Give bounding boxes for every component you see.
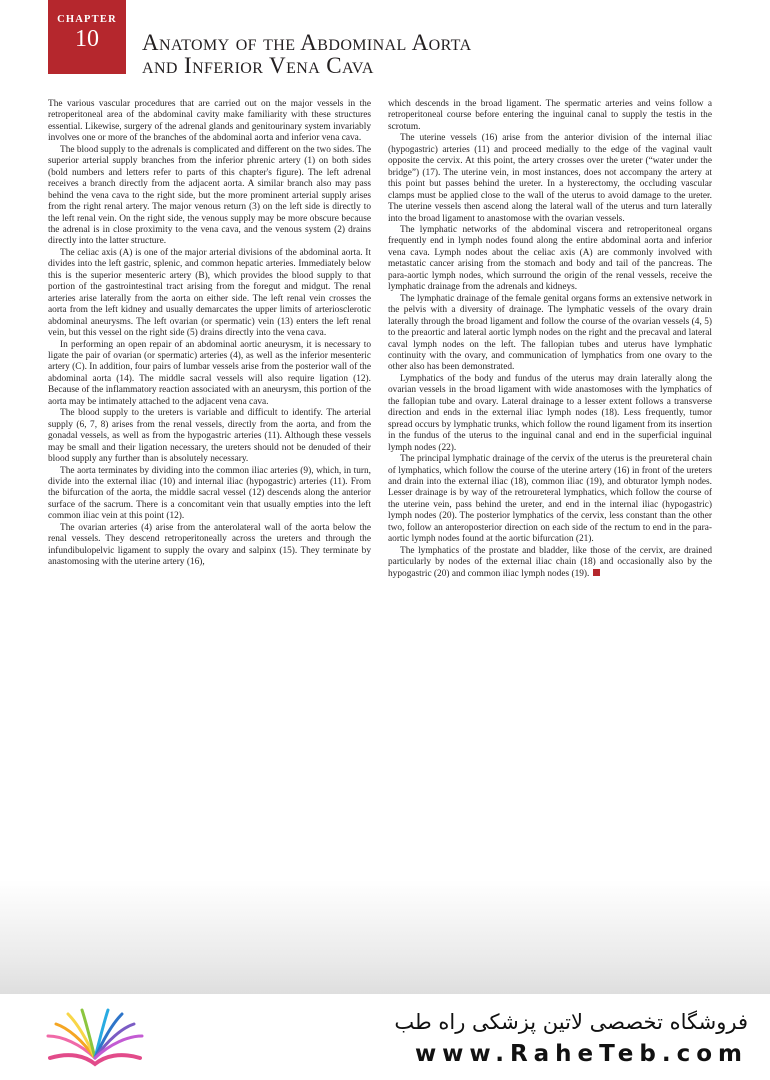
chapter-number: 10 (75, 26, 99, 52)
open-book-rainbow-logo-icon (40, 1006, 150, 1076)
left-text-column (48, 99, 371, 569)
final-paragraph-text: The lymphatics of the prostate and bladder, like those of the cervix, are drained particularly by nodes of the external iliac chain (18) and occasionally also by the hypogastric (20) and common iliac lymph nodes (19). (388, 545, 712, 579)
chapter-title-line-2: and Inferior Vena Cava (142, 53, 374, 78)
paragraph: The celiac axis (A) is one of the major arterial divisions of the abdominal aorta. It divides into the left gastric, splenic, and common hepatic arteries. Immediately below this is the superior mesenteric artery (B), which provides the blood supply to that portion of the gastrointestinal tract arising from the foregut and midgut. The renal arteries arise laterally from the aorta on either side. The left renal vein crosses the aorta from the left kidney and usually demarcates the upper limits of arteriosclerotic abdominal aneurysms. The left ovarian (or spermatic) vein (13) enters the left renal vein, but this vessel on the right side (5) drains directly into the vena cava. (48, 247, 371, 339)
paragraph: Lymphatics of the body and fundus of the uterus may drain laterally along the ovarian vessels in the broad ligament with wide anastomoses with the lymphatics of the fallopian tube and ovary. Lateral drainage to a lesser extent follows a transverse direction and ends in the external iliac lymph nodes (18). Less frequently, tumor spread occurs by lymphatic trunks, which follow the round ligament from its insertion in the fundus of the uterus to the inguinal canal and end in the superficial inguinal lymph nodes (22). (388, 373, 712, 453)
paragraph: In performing an open repair of an abdominal aortic aneurysm, it is necessary to ligate the pair of ovarian (or spermatic) arteries (4), as well as the inferior mesenteric artery (C). In addition, four pairs of lumbar vessels arise from the posterior wall of the abdominal aorta (14). The middle sacral vessels will also require ligation (12). Because of the inflammatory reaction associated with an aneurysm, this portion of the aorta may be intimately attached to the adjacent vena cava. (48, 339, 371, 407)
paragraph: The blood supply to the adrenals is complicated and different on the two sides. The superior arterial supply branches from the inferior phrenic artery (1) on both sides (bold numbers and letters refer to parts of this chapter's figure). The left adrenal receives a branch directly from the adjacent aorta. A similar branch also may pass behind the vena cava to the right side, but the more prominent arterial supply arises from the right renal artery. The major venous return (3) on the left side is directly to the left renal vein. On the right side, the venous supply may be more obscure because the adrenal is in close proximity to the vena cava, and the venous system (2) drains directly into the latter structure. (48, 144, 371, 247)
final-paragraph (388, 546, 712, 580)
end-of-chapter-square-icon (593, 569, 600, 576)
chapter-title (142, 31, 742, 77)
paragraph: which descends in the broad ligament. The spermatic arteries and veins follow a retroperitoneal course before entering the inguinal canal to supply the testis in the scrotum. (388, 99, 712, 132)
paragraph: The various vascular procedures that are carried out on the major vessels in the retroperitoneal area of the abdominal cavity make familiarity with these structures essential. Likewise, surgery of the adrenal glands and genitourinary system invariably involves one or more of the branches of the abdominal aorta and inferior vena cava. (48, 99, 371, 144)
store-name-persian: فروشگاه تخصصی لاتین پزشکی راه طب (394, 1010, 748, 1034)
paragraph: The aorta terminates by dividing into the common iliac arteries (9), which, in turn, divide into the external iliac (10) and internal iliac (hypogastric) arteries (11). From the bifurcation of the aorta, the middle sacral vessel (12) descends along the anterior surface of the sacrum. There is a concomitant vein that usually empties into the left common iliac vein at this point (12). (48, 465, 371, 522)
paragraph: The ovarian arteries (4) arise from the anterolateral wall of the aorta below the renal vessels. They descend retroperitoneally across the ureters and through the infundibulopelvic ligament to supply the ovary and salpinx (15). They terminate by anastomosing with the uterine artery (16), (48, 522, 371, 568)
paragraph: The uterine vessels (16) arise from the anterior division of the internal iliac (hypogastric) arteries (11) and proceed medially to the edge of the vaginal vault opposite the cervix. At this point, the artery crosses over the ureter (“water under the bridge”) (17). The uterine vein, in most instances, does not accompany the artery at this point but passes behind the ureter. In a hysterectomy, the occluding vascular clamps must be applied close to the wall of the uterus to avoid damage to the ureter. The uterine vessels then ascend along the lateral wall of the uterus and turn laterally into the broad ligament to anastomose with the ovarian vessels. (388, 133, 712, 224)
paragraph: The lymphatic networks of the abdominal viscera and retroperitoneal organs frequently end in lymph nodes found along the entire abdominal aorta and inferior vena cava. Lymph nodes about the celiac axis (A) are commonly involved with metastatic cancer arising from the stomach and body and tail of the pancreas. The para-aortic lymph nodes, which surround the origin of the renal vessels, receive the lymphatic drainage from the adrenals and kidneys. (388, 224, 712, 293)
footer-banner (0, 994, 770, 1080)
store-url-link[interactable]: www.RaheTeb.com (414, 1041, 748, 1067)
paragraph: The principal lymphatic drainage of the cervix of the uterus is the preureteral chain of lymphatics, which follow the course of the uterine artery (16) in front of the ureters and drain into the external iliac (18), common iliac (19), and obturator lymph nodes. Lesser drainage is by way of the retroureteral lymphatics, which follow the course of the uterine vein, pass behind the ureter, and end in the internal iliac (hypogastric) lymph nodes (20). The posterior lymphatics of the cervix, less constant than the other two, follow an anteroposterior direction on each side of the rectum to end in the para-aortic lymph nodes found at the aortic bifurcation (21). (388, 454, 712, 545)
page-bottom-shading (0, 880, 770, 1000)
paragraph: The blood supply to the ureters is variable and difficult to identify. The arterial supply (6, 7, 8) arises from the renal vessels, directly from the aorta, and from the gonadal vessels, as well as from the hypogastric arteries (11). Although these vessels may be small and their ligation necessary, the ureters should not be denuded of their blood supply any further than is absolutely necessary. (48, 408, 371, 465)
chapter-badge (48, 0, 126, 74)
paragraph: The lymphatic drainage of the female genital organs forms an extensive network in the pelvis with a diversity of drainage. The lymphatic vessels of the ovary drain laterally through the broad ligament and follow the course of the ovarian vessels (4, 5) to the preaortic and lateral aortic lymph nodes on the right and the precaval and lateral caval lymph nodes on the left. The fallopian tubes and uterus have lymphatic continuity with the ovary, and communication of lymphatics from one ovary to the other also has been demonstrated. (388, 293, 712, 373)
chapter-title-line-1: Anatomy of the Abdominal Aorta (142, 30, 472, 55)
right-text-column (388, 99, 712, 580)
chapter-label: CHAPTER (57, 14, 117, 25)
